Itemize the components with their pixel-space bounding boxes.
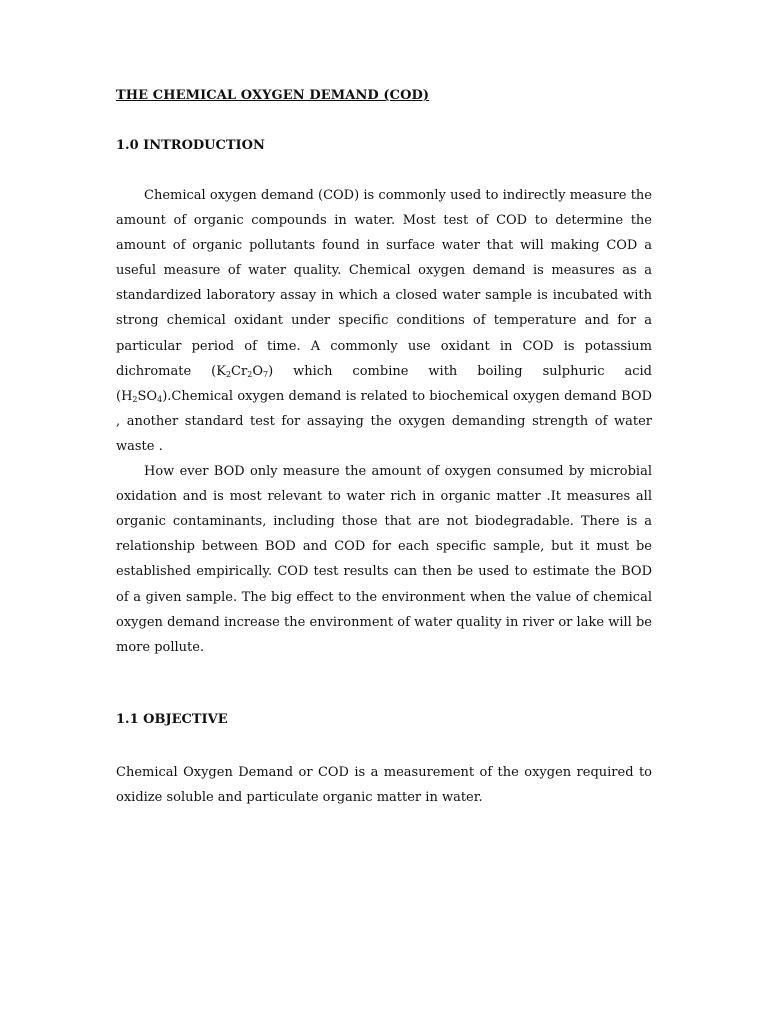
intro-text-part-c: ).Chemical oxygen demand is related to biochemical oxygen demand BOD , another standard test for assaying the oxygen demanding strength of water waste . — [116, 388, 652, 454]
document-title: THE CHEMICAL OXYGEN DEMAND (COD) — [116, 88, 430, 103]
introduction-paragraph-1 — [116, 183, 652, 459]
document-page — [116, 86, 652, 810]
formula-o: O — [252, 363, 263, 379]
objective-heading: 1.1 OBJECTIVE — [116, 711, 228, 727]
introduction-paragraph-2: How ever BOD only measure the amount of oxygen consumed by microbial oxidation and is most relevant to water rich in organic matter .It measures all organic contaminants, including those that are not biodegradable. There is a relationship between BOD and COD for each specific sample, but it must be established empirically. COD test results can then be used to estimate the BOD of a given sample. The big effect to the environment when the value of chemical oxygen demand increase the environment of water quality in river or lake will be more pollute. — [116, 464, 652, 655]
intro-text-part-a: Chemical oxygen demand (COD) is commonly used to indirectly measure the amount of organic compounds in water. Most test of COD to determine the amount of organic pollutants found in surface water that will making COD a useful measure of water quality. Chemical oxygen demand is measures as a standardized laboratory assay in which a closed water sample is incubated with strong chemical oxidant under specific conditions of temperature and for a particular period of time. A commonly use oxidant in COD is potassium dichromate (K — [116, 188, 652, 379]
subscript-so: 4 — [157, 394, 163, 404]
subscript-h: 2 — [132, 394, 138, 404]
introduction-heading: 1.0 INTRODUCTION — [116, 138, 265, 153]
objective-paragraph: Chemical Oxygen Demand or COD is a measurement of the oxygen required to oxidize soluble and particulate organic matter in water. — [116, 764, 652, 805]
intro-text-part-b: ) which combine with boiling sulphuric acid (H — [116, 363, 652, 404]
subscript-cr: 2 — [247, 369, 253, 379]
subscript-o: 7 — [262, 369, 269, 379]
subscript-k: 2 — [225, 369, 232, 379]
formula-cr: Cr — [231, 363, 248, 379]
formula-so: SO — [137, 388, 158, 404]
